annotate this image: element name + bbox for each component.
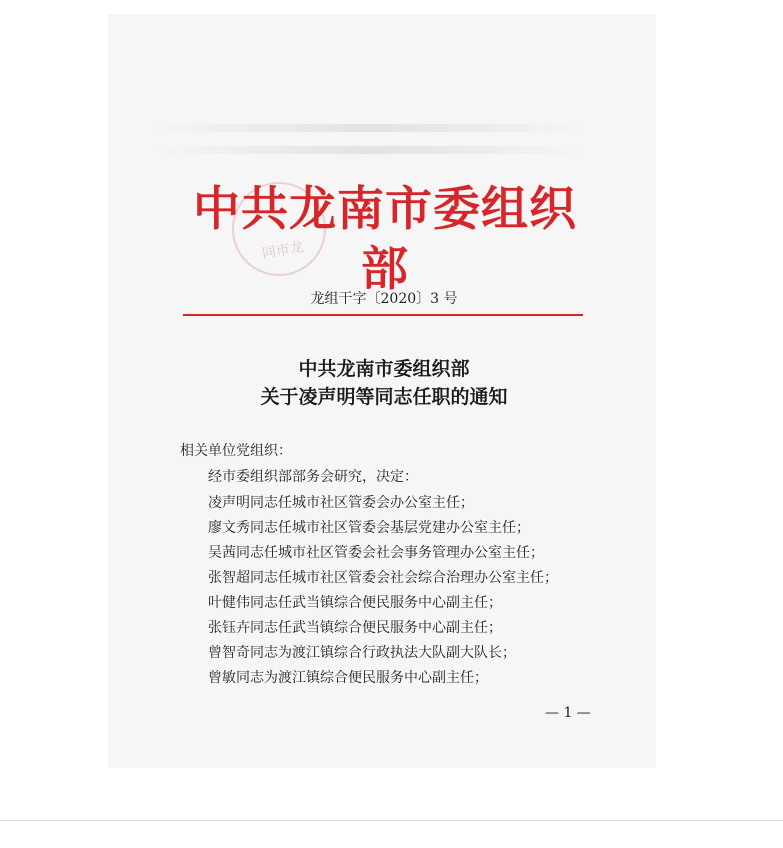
headline-line-2: 关于凌声明等同志任职的通知 bbox=[260, 386, 508, 408]
show-through-text bbox=[150, 124, 590, 132]
salutation: 相关单位党组织： bbox=[180, 443, 292, 459]
appointment-item: 张智超同志任城市社区管委会社会综合治理办公室主任； bbox=[208, 570, 558, 586]
intro-text: 经市委组织部部务会研究，决定： bbox=[208, 469, 418, 485]
appointment-item: 凌声明同志任城市社区管委会办公室主任； bbox=[208, 495, 474, 511]
appointment-item: 张钰卉同志任武当镇综合便民服务中心副主任； bbox=[208, 620, 502, 636]
appointment-item: 吴茜同志任城市社区管委会社会事务管理办公室主任； bbox=[208, 545, 544, 561]
appointment-item: 曾敏同志为渡江镇综合便民服务中心副主任； bbox=[208, 670, 488, 686]
document-number: 龙组干字〔2020〕3 号 bbox=[310, 291, 458, 307]
appointment-item: 曾智奇同志为渡江镇综合行政执法大队副大队长； bbox=[208, 645, 516, 661]
viewer-bottom-border bbox=[0, 820, 783, 821]
page-number: — 1 — bbox=[545, 705, 591, 721]
appointment-item: 廖文秀同志任城市社区管委会基层党建办公室主任； bbox=[208, 520, 530, 536]
headline-line-1: 中共龙南市委组织部 bbox=[298, 358, 470, 380]
appointment-item: 叶健伟同志任武当镇综合便民服务中心副主任； bbox=[208, 595, 502, 611]
organization-title: 中共龙南市委组织部 bbox=[193, 182, 577, 297]
official-seal: 同市龙 bbox=[225, 175, 334, 284]
red-divider bbox=[183, 314, 583, 316]
show-through-text bbox=[150, 146, 590, 154]
